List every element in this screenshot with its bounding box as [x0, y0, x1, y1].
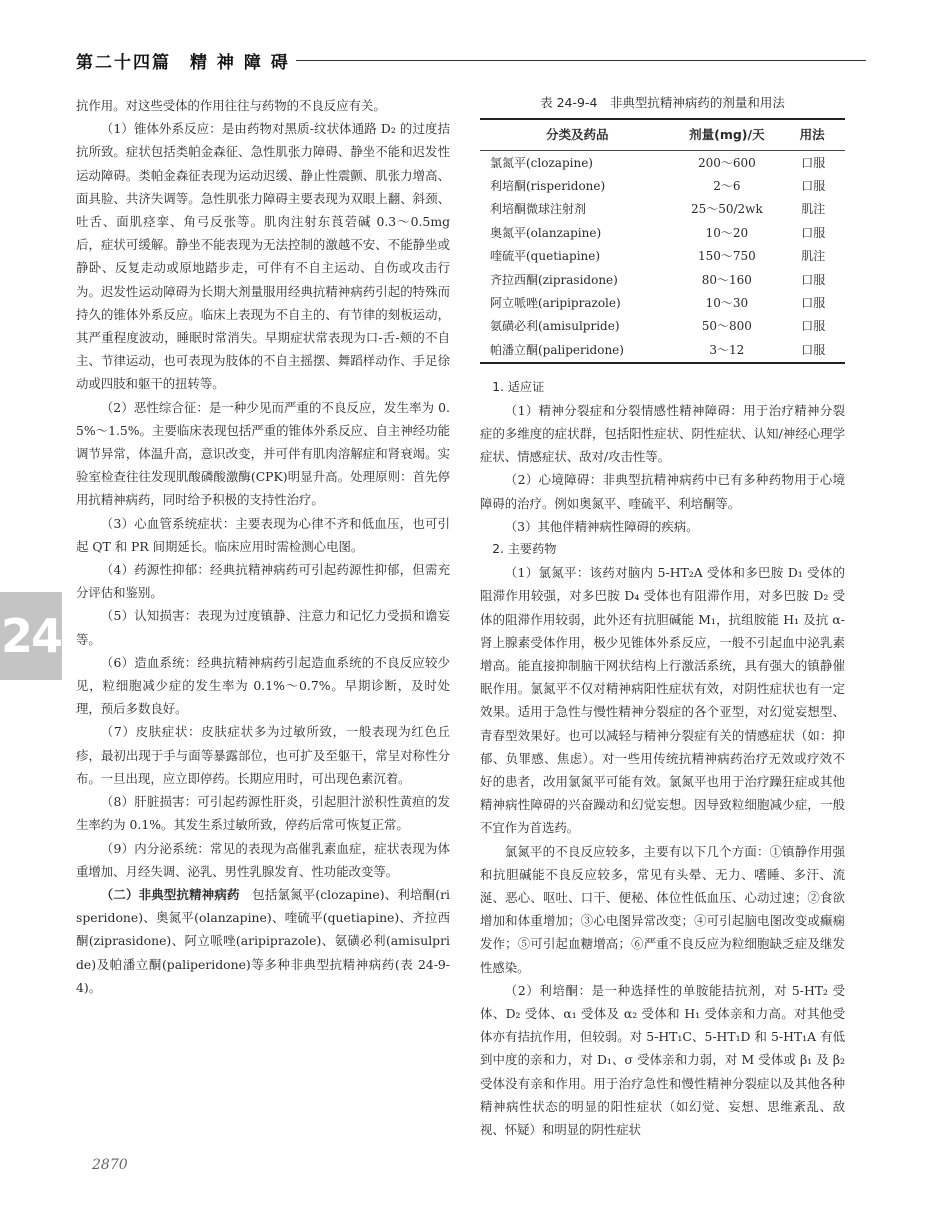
drug-usage: 口服	[801, 296, 826, 311]
indications-heading: 1. 适应证	[492, 379, 545, 394]
column-header: 用法	[779, 119, 845, 151]
page-header	[76, 48, 866, 73]
paragraph: （3）其他伴精神病性障碍的疾病。	[504, 518, 699, 534]
paragraph: （7）皮肤症状：皮肤症状多为过敏所致，一般表现为红色丘疹，最初出现于手与面等暴露部位，也可扩及至躯干，常呈对称性分布。一旦出现，应立即停药。长期应用时，可出现色素沉着。	[76, 724, 450, 786]
drug-dose: 25～50/2wk	[690, 202, 763, 217]
drug-dose: 10～20	[705, 225, 749, 240]
paragraph: （4）药源性抑郁：经典抗精神病药可引起药源性抑郁，但需充分评估和鉴别。	[76, 562, 450, 601]
paragraph: （1）精神分裂症和分裂情感性精神障碍：用于治疗精神分裂症的多维度的症状群，包括阳性症状、阴性症状、认知/神经心理学症状、情感症状、敌对/攻击性等。	[480, 402, 845, 465]
drug-usage: 口服	[801, 272, 826, 287]
table-row	[480, 245, 845, 268]
drug-name: 氯氮平(clozapine)	[490, 155, 593, 170]
drug-usage: 口服	[801, 319, 826, 334]
drug-dose: 50～800	[701, 319, 752, 334]
drug-usage: 肌注	[801, 249, 826, 264]
paragraph: 氯氮平的不良反应较多，主要有以下几个方面：①镇静作用强和抗胆碱能不良反应较多，常见有头晕、无力、嗜睡、多汗、流涎、恶心、呕吐、口干、便秘、体位性低血压、心动过速；②食欲增加和体重增加；③心电图异常改变；④可引起脑电图改变或癫痫发作；⑤可引起血糖增高；⑥严重不良反应为粒细胞缺乏症及继发性感染。	[480, 843, 845, 975]
table-row	[480, 198, 845, 221]
page-number: 2870	[92, 1157, 128, 1173]
drug-name: 帕潘立酮(paliperidone)	[490, 342, 624, 357]
drug-usage: 口服	[801, 342, 826, 357]
column-header: 剂量(mg)/天	[674, 119, 779, 151]
table-row	[480, 268, 845, 291]
paragraph: （9）内分泌系统：常见的表现为高催乳素血症，症状表现为体重增加、月经失调、泌乳、男性乳腺发育、性功能改变等。	[76, 840, 450, 879]
paragraph: （2）恶性综合征：是一种少见而严重的不良反应，发生率为 0.5%～1.5%。主要临床表现包括严重的锥体外系反应、自主神经功能调节异常，体温升高，意识改变，并可伴有肌肉溶解症和肾衰竭。实验室检查往往发现肌酸磷酸激酶(CPK)明显升高。处理原则：首先停用抗精神病药，同时给予积极的支持性治疗。	[76, 399, 450, 508]
table-row	[480, 174, 845, 197]
table-row	[480, 315, 845, 338]
section-2-text: 包括氯氮平(clozapine)、利培酮(risperidone)、奥氮平(olanzapine)、喹硫平(quetiapine)、齐拉西酮(ziprasidone)、阿立哌唑(aripiprazole)、氨磺必利(amisulpride)及帕潘立酮(paliperidone)等多种非典型抗精神病药(表 24-9-4)。	[76, 886, 450, 995]
drug-dose: 2～6	[713, 179, 741, 194]
drug-dose: 3～12	[709, 342, 745, 357]
table-row	[480, 221, 845, 244]
dosage-table	[480, 118, 845, 364]
drug-usage: 口服	[801, 225, 826, 240]
drug-name: 阿立哌唑(aripiprazole)	[490, 296, 621, 311]
drug-dose: 10～30	[705, 296, 749, 311]
drug-usage: 肌注	[801, 202, 826, 217]
paragraph: （3）心血管系统症状：主要表现为心律不齐和低血压，也可引起 QT 和 PR 间期延长。临床应用时需检测心电图。	[76, 515, 450, 554]
drug-dose: 200～600	[697, 155, 756, 170]
drug-name: 喹硫平(quetiapine)	[490, 249, 601, 264]
main-drugs-heading: 2. 主要药物	[492, 541, 557, 556]
chapter-tab: 24	[0, 592, 62, 680]
drug-name: 利培酮(risperidone)	[490, 179, 606, 194]
drug-usage: 口服	[801, 155, 826, 170]
paragraph: （6）造血系统：经典抗精神病药引起造血系统的不良反应较少见，粒细胞减少症的发生率为 0.1%～0.7%。早期诊断，及时处理，预后多数良好。	[76, 654, 450, 717]
table-row	[480, 151, 845, 175]
table-header-row	[480, 119, 845, 151]
drug-dose: 150～750	[697, 249, 756, 264]
paragraph: （5）认知损害：表现为过度镇静、注意力和记忆力受损和谵妄等。	[76, 608, 450, 647]
table-title: 表 24-9-4 非典型抗精神病药的剂量和用法	[540, 95, 785, 110]
part-title: 第二十四篇 精 神 障 碍	[76, 53, 290, 73]
paragraph: （1）氯氮平：该药对脑内 5-HT₂A 受体和多巴胺 D₁ 受体的阻滞作用较强，对多巴胺 D₄ 受体也有阻滞作用，对多巴胺 D₂ 受体的阻滞作用较弱，此外还有抗胆碱能 M₁，抗组胺能 H₁ 及抗 α-肾上腺素受体作用，极少见锥体外系反应，一般不引起血中泌乳素增高。能直接抑制脑干网状结构上行激活系统，具有强大的镇静催眠作用。氯氮平不仅对精神病阳性症状有效，对阴性症状也有一定效果。适用于急性与慢性精神分裂症的各个亚型，对幻觉妄想型、青春型效果好。也可以减轻与精神分裂症有关的情感症状（如：抑郁、负罪感、焦虑）。对一些用传统抗精神病药治疗无效或疗效不好的患者，改用氯氮平可能有效。氯氮平也用于治疗躁狂症或其他精神病性障碍的兴奋躁动和幻觉妄想。因导致粒细胞减少症，一般不宜作为首选药。	[480, 565, 845, 836]
right-column	[480, 94, 845, 1141]
table-row	[480, 291, 845, 314]
paragraph: （8）肝脏损害：可引起药源性肝炎，引起胆汁淤积性黄疸的发生率约为 0.1%。其发生系过敏所致，停药后常可恢复正常。	[76, 794, 450, 833]
header-rule	[296, 60, 866, 61]
paragraph: 抗作用。对这些受体的作用往往与药物的不良反应有关。	[76, 98, 386, 113]
table-row	[480, 338, 845, 362]
paragraph: （2）利培酮：是一种选择性的单胺能拮抗剂，对 5-HT₂ 受体、D₂ 受体、α₁ 受体及 α₂ 受体和 H₁ 受体亲和力高。对其他受体亦有拮抗作用，但较弱。对 5-HT₁C、5-HT₁D 和 5-HT₁A 有低到中度的亲和力，对 D₁、σ 受体亲和力弱，对 M 受体或 β₁ 及 β₂ 受体没有亲和作用。用于治疗急性和慢性精神分裂症以及其他各种精神病性状态的明显的阳性症状（如幻觉、妄想、思维紊乱、敌视、怀疑）和明显的阴性症状	[480, 982, 845, 1138]
column-header: 分类及药品	[480, 119, 674, 151]
drug-name: 利培酮微球注射剂	[490, 202, 587, 217]
paragraph: （2）心境障碍：非典型抗精神病药中已有多种药物用于心境障碍的治疗。例如奥氮平、喹硫平、利培酮等。	[480, 472, 845, 511]
left-column	[76, 94, 450, 999]
section-2-heading: （二）非典型抗精神病药	[100, 886, 240, 902]
drug-name: 奥氮平(olanzapine)	[490, 225, 602, 240]
paragraph: （1）锥体外系反应：是由药物对黑质-纹状体通路 D₂ 的过度拮抗所致。症状包括类帕金森征、急性肌张力障碍、静坐不能和迟发性运动障碍。类帕金森征表现为运动迟缓、静止性震颤、肌张力增高、面具脸、共济失调等。急性肌张力障碍主要表现为双眼上翻、斜颈、吐舌、面肌痉挛、角弓反张等。肌肉注射东莨菪碱 0.3～0.5mg 后，症状可缓解。静坐不能表现为无法控制的激越不安、不能静坐或静卧、反复走动或原地踏步走，可伴有不自主运动、自伤或攻击行为。迟发性运动障碍为长期大剂量服用经典抗精神病药引起的特殊而持久的锥体外系反应。临床上表现为不自主的、有节律的刻板运动，其严重程度波动，睡眠时常消失。早期症状常表现为口-舌-颊的不自主、节律运动，也可表现为肢体的不自主摇摆、舞蹈样动作、手足徐动或四肢和躯干的扭转等。	[76, 121, 450, 392]
drug-name: 齐拉西酮(ziprasidone)	[490, 272, 618, 287]
drug-name: 氨磺必利(amisulpride)	[490, 319, 620, 334]
drug-usage: 口服	[801, 179, 826, 194]
drug-dose: 80～160	[701, 272, 752, 287]
section-2-paragraph	[76, 883, 450, 999]
